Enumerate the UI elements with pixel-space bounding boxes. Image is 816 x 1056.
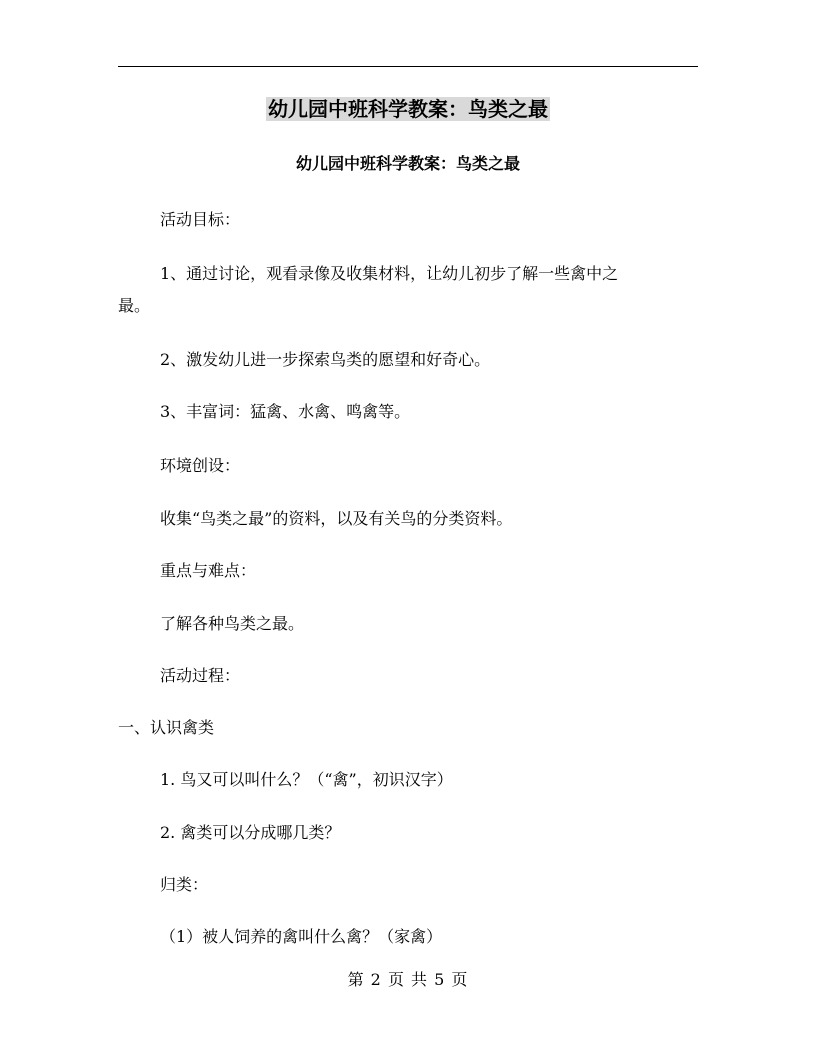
paragraph-classify-heading: 归类： <box>160 875 209 894</box>
paragraph-question-1: 1. 鸟又可以叫什么？（“禽”，初识汉字） <box>160 770 453 789</box>
document-title <box>0 95 816 123</box>
paragraph-env-heading: 环境创设： <box>160 456 241 475</box>
section-title: 幼儿园中班科学教案：鸟类之最 <box>295 154 520 173</box>
paragraph-focus-text: 了解各种鸟类之最。 <box>160 614 305 633</box>
paragraph-goal-2: 2、激发幼儿进一步探索鸟类的愿望和好奇心。 <box>160 350 491 369</box>
paragraph-goals-heading: 活动目标： <box>160 210 241 229</box>
document-title-text: 幼儿园中班科学教案：鸟类之最 <box>268 97 548 121</box>
paragraph-goal-1-cont: 最。 <box>118 296 151 315</box>
paragraph-focus-heading: 重点与难点： <box>160 561 257 580</box>
paragraph-classify-1: （1）被人饲养的禽叫什么禽？（家禽） <box>160 927 443 946</box>
paragraph-goal-1: 1、通过讨论，观看录像及收集材料，让幼儿初步了解一些禽中之 <box>160 264 619 283</box>
paragraph-process-heading: 活动过程： <box>160 666 241 685</box>
paragraph-goal-3: 3、丰富词：猛禽、水禽、鸣禽等。 <box>160 402 411 421</box>
page-number: 第 2 页 共 5 页 <box>347 970 469 989</box>
header-rule <box>118 66 698 67</box>
paragraph-step-1: 一、认识禽类 <box>118 718 215 737</box>
paragraph-env-text: 收集“鸟类之最”的资料，以及有关鸟的分类资料。 <box>160 509 513 528</box>
paragraph-question-2: 2. 禽类可以分成哪几类？ <box>160 823 341 842</box>
